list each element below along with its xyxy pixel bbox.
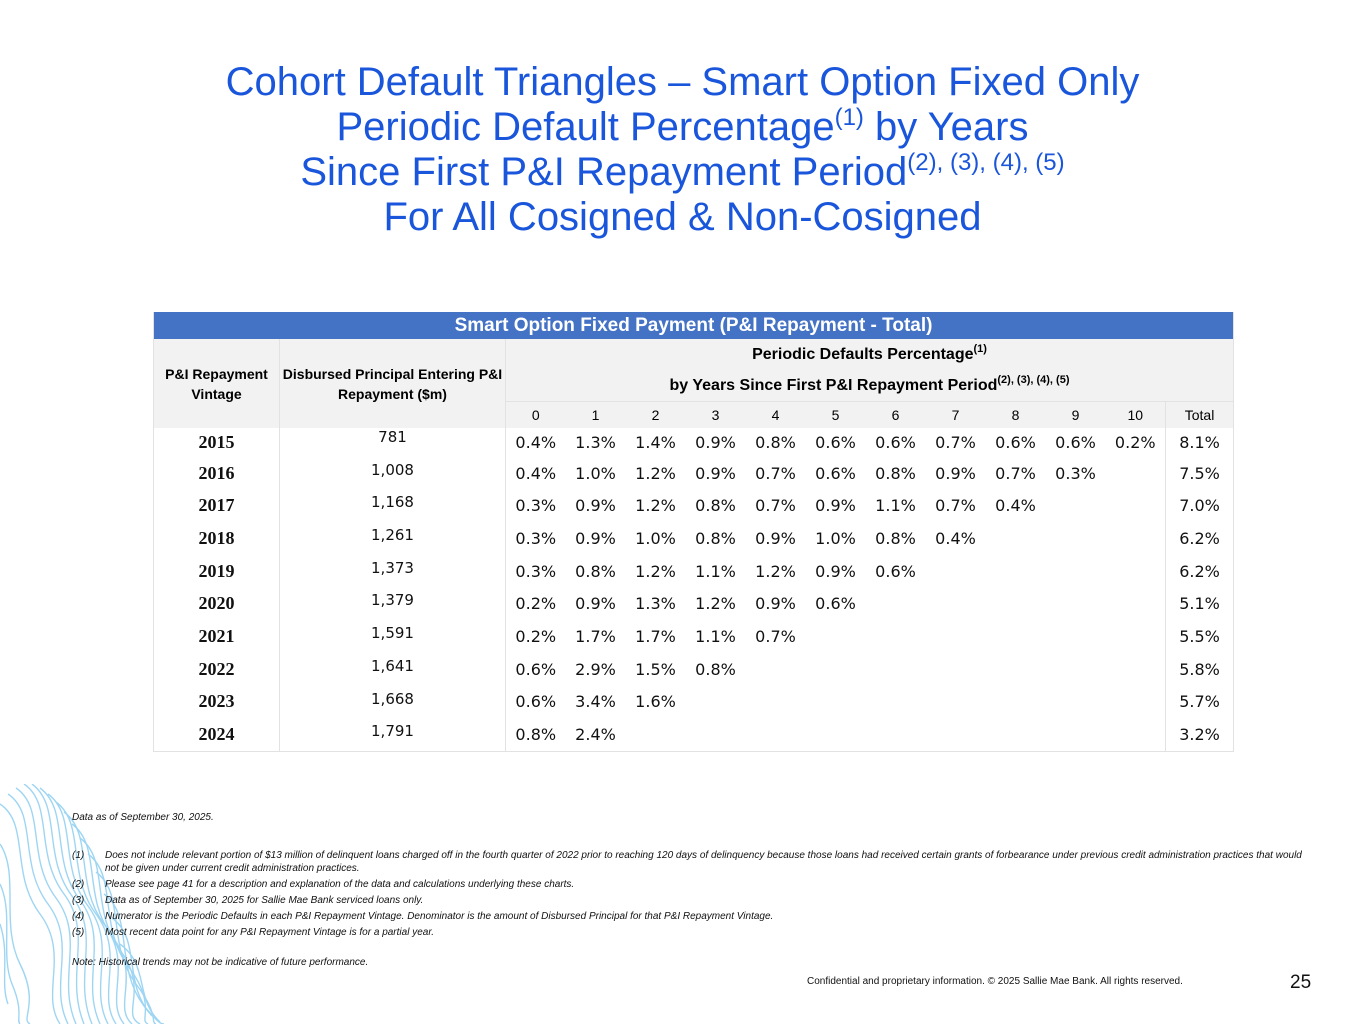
default-percentage-cell (926, 653, 986, 686)
total-cell: 6.2% (1166, 522, 1234, 555)
default-triangle-table (153, 312, 1234, 752)
default-percentage-cell: 0.8% (875, 528, 916, 548)
default-percentage-cell (1046, 653, 1106, 686)
footnotes-section (72, 812, 1312, 968)
disbursed-cell: 1,008 (280, 457, 506, 490)
total-cell: 3.2% (1166, 718, 1234, 751)
year-header: 4 (746, 402, 806, 429)
default-percentage-cell: 3.4% (575, 692, 616, 712)
footnote-number: (1) (72, 850, 85, 861)
title-line-3 (0, 150, 1365, 195)
default-percentage-cell (806, 718, 866, 751)
year-header: 8 (986, 402, 1046, 429)
year-header: 0 (506, 402, 566, 429)
default-percentage-cell (926, 686, 986, 719)
year-header: 2 (626, 402, 686, 429)
title-footnote-refs: (2), (3), (4), (5) (907, 149, 1065, 176)
year-header: 1 (566, 402, 626, 429)
table-row (154, 718, 1234, 751)
disbursed-cell: 1,668 (280, 686, 506, 719)
default-percentage-cell (806, 653, 866, 686)
default-percentage-cell: 0.4% (515, 432, 557, 452)
default-percentage-cell: 1.2% (635, 463, 676, 483)
default-percentage-cell (986, 587, 1046, 620)
vintage-cell: 2021 (154, 620, 280, 653)
footnote-list (72, 849, 1312, 939)
footnote-text: Please see page 41 for a description and explanation of the data and calculations underlying these charts. (105, 879, 575, 890)
title-footnote-ref: (1) (834, 104, 864, 131)
default-percentage-cell: 0.8% (575, 561, 616, 581)
default-percentage-cell: 0.4% (935, 528, 976, 548)
default-triangle-table-container (153, 312, 1233, 752)
total-cell: 5.1% (1166, 587, 1234, 620)
page-number: 25 (1290, 972, 1312, 993)
total-header: Total (1166, 402, 1234, 429)
table-body (154, 428, 1234, 751)
year-header: 6 (866, 402, 926, 429)
default-percentage-cell: 0.6% (515, 692, 557, 712)
total-cell: 5.5% (1166, 620, 1234, 653)
title-line-3-text: Since First P&I Repayment Period (300, 150, 908, 194)
footnote-text: Most recent data point for any P&I Repayment Vintage is for a partial year. (105, 927, 435, 938)
disbursed-cell: 781 (280, 428, 506, 457)
default-percentage-cell: 1.2% (755, 561, 796, 581)
default-percentage-cell: 0.8% (695, 659, 736, 679)
table-row (154, 620, 1234, 653)
default-percentage-cell: 0.9% (815, 496, 856, 516)
default-percentage-cell: 1.1% (695, 561, 736, 581)
default-percentage-cell: 0.7% (755, 626, 796, 646)
default-percentage-cell: 0.8% (755, 432, 796, 452)
period-header-line-1-sup: (1) (973, 342, 987, 355)
table-band-title: Smart Option Fixed Payment (P&I Repayment - Total) (154, 312, 1234, 339)
table-row (154, 428, 1234, 457)
default-percentage-cell: 0.9% (575, 528, 616, 548)
total-cell: 7.0% (1166, 489, 1234, 522)
default-percentage-cell (626, 718, 686, 751)
default-percentage-cell: 0.6% (995, 432, 1036, 452)
default-percentage-cell: 0.6% (515, 659, 557, 679)
default-percentage-cell (1106, 620, 1166, 653)
footnote (72, 894, 1312, 907)
vintage-cell: 2024 (154, 718, 280, 751)
default-percentage-cell: 2.4% (575, 725, 616, 745)
vintage-cell: 2023 (154, 686, 280, 719)
default-percentage-cell (986, 653, 1046, 686)
period-header-line-1 (506, 339, 1234, 370)
default-percentage-cell: 1.1% (695, 626, 736, 646)
footnote-text: Data as of September 30, 2025 for Sallie Mae Bank serviced loans only. (105, 895, 424, 906)
default-percentage-cell: 1.3% (635, 594, 676, 614)
default-percentage-cell (926, 620, 986, 653)
default-percentage-cell (686, 686, 746, 719)
data-as-of-note: Data as of September 30, 2025. (72, 812, 214, 823)
default-percentage-cell (986, 522, 1046, 555)
title-line-1: Cohort Default Triangles – Smart Option Fixed Only (225, 60, 1140, 104)
default-percentage-cell: 0.7% (755, 496, 796, 516)
default-percentage-cell (866, 718, 926, 751)
table-row (154, 686, 1234, 719)
default-percentage-cell (1046, 718, 1106, 751)
total-cell: 8.1% (1166, 428, 1234, 457)
default-percentage-cell: 0.7% (935, 496, 976, 516)
disbursed-cell: 1,641 (280, 653, 506, 686)
table-row (154, 587, 1234, 620)
default-percentage-cell (1046, 489, 1106, 522)
default-percentage-cell: 0.9% (695, 432, 736, 452)
default-percentage-cell: 0.3% (515, 561, 557, 581)
default-percentage-cell (1046, 522, 1106, 555)
default-percentage-cell: 0.9% (575, 594, 616, 614)
default-percentage-cell: 0.4% (515, 463, 557, 483)
default-percentage-cell: 1.0% (575, 463, 616, 483)
default-percentage-cell: 0.9% (575, 496, 616, 516)
footnote-text: Numerator is the Periodic Defaults in each P&I Repayment Vintage. Denominator is the amount of Disbursed Principal for that P&I Repayment Vintage. (105, 911, 774, 922)
period-header-line-2-sup: (2), (3), (4), (5) (997, 373, 1070, 386)
year-header: 9 (1046, 402, 1106, 429)
disbursed-cell: 1,373 (280, 555, 506, 588)
year-header: 5 (806, 402, 866, 429)
default-percentage-cell: 1.3% (575, 432, 616, 452)
default-percentage-cell (806, 620, 866, 653)
default-percentage-cell: 0.9% (935, 463, 976, 483)
default-percentage-cell (866, 686, 926, 719)
default-percentage-cell (926, 587, 986, 620)
disbursed-cell: 1,791 (280, 718, 506, 751)
default-percentage-cell: 1.7% (575, 626, 616, 646)
default-percentage-cell: 1.5% (635, 659, 676, 679)
default-percentage-cell: 0.7% (755, 463, 796, 483)
default-percentage-cell: 0.9% (815, 561, 856, 581)
table-row (154, 457, 1234, 490)
footnote-number: (3) (72, 895, 85, 906)
footnote-number: (5) (72, 927, 85, 938)
table-row (154, 489, 1234, 522)
disbursed-cell: 1,168 (280, 489, 506, 522)
default-percentage-cell: 0.6% (875, 432, 916, 452)
title-line-4: For All Cosigned & Non-Cosigned (383, 195, 982, 239)
default-percentage-cell: 2.9% (575, 659, 616, 679)
default-percentage-cell (1106, 718, 1166, 751)
footnote (72, 910, 1312, 923)
table-row (154, 522, 1234, 555)
total-cell: 6.2% (1166, 555, 1234, 588)
default-percentage-cell (866, 620, 926, 653)
default-percentage-cell: 0.8% (695, 528, 736, 548)
default-percentage-cell (1106, 522, 1166, 555)
default-percentage-cell: 0.2% (515, 594, 557, 614)
year-header: 7 (926, 402, 986, 429)
default-percentage-cell: 1.6% (635, 692, 676, 712)
default-percentage-cell (1106, 555, 1166, 588)
default-percentage-cell (1046, 555, 1106, 588)
default-percentage-cell (866, 653, 926, 686)
default-percentage-cell: 0.3% (1055, 463, 1096, 483)
default-percentage-cell: 1.4% (635, 432, 676, 452)
footnote-text: Does not include relevant portion of $13 million of delinquent loans charged off in the fourth quarter of 2022 prior to reaching 120 days of delinquency because those loans had received certain grants of forbearance under previous credit administration practices that would not be given under current credit administration practices. (105, 850, 1302, 874)
title-line-2 (0, 105, 1365, 150)
footnote-number: (4) (72, 911, 85, 922)
year-header: 10 (1106, 402, 1166, 429)
default-percentage-cell: 0.9% (755, 594, 796, 614)
period-header-line-2 (506, 370, 1234, 402)
vintage-cell: 2020 (154, 587, 280, 620)
period-header-line-1-text: Periodic Defaults Percentage (752, 345, 974, 363)
default-percentage-cell (806, 686, 866, 719)
disbursed-cell: 1,379 (280, 587, 506, 620)
confidential-footer: Confidential and proprietary information. © 2025 Sallie Mae Bank. All rights reserved. (807, 976, 1183, 987)
disbursed-cell: 1,591 (280, 620, 506, 653)
default-percentage-cell (746, 718, 806, 751)
footnote-number: (2) (72, 879, 85, 890)
default-percentage-cell (986, 555, 1046, 588)
title-line-2-text: Periodic Default Percentage (336, 105, 835, 149)
default-percentage-cell (986, 718, 1046, 751)
default-percentage-cell (1106, 587, 1166, 620)
vintage-cell: 2015 (154, 428, 280, 457)
default-percentage-cell: 0.7% (995, 463, 1036, 483)
default-percentage-cell: 0.7% (935, 432, 976, 452)
default-percentage-cell: 0.8% (695, 496, 736, 516)
default-percentage-cell (746, 686, 806, 719)
vintage-cell: 2017 (154, 489, 280, 522)
default-percentage-cell: 0.9% (755, 528, 796, 548)
default-percentage-cell (866, 587, 926, 620)
title-line-2-tail: by Years (863, 105, 1029, 149)
default-percentage-cell (1046, 620, 1106, 653)
footnote (72, 926, 1312, 939)
disbursed-column-header: Disbursed Principal Entering P&I Repayment ($m) (280, 339, 506, 428)
default-percentage-cell: 0.6% (875, 561, 916, 581)
default-percentage-cell: 0.4% (995, 496, 1036, 516)
year-header: 3 (686, 402, 746, 429)
default-percentage-cell: 0.6% (815, 594, 856, 614)
default-percentage-cell (1106, 489, 1166, 522)
default-percentage-cell: 0.3% (515, 528, 557, 548)
default-percentage-cell: 0.6% (815, 432, 856, 452)
default-percentage-cell: 1.0% (815, 528, 856, 548)
vintage-column-header: P&I Repayment Vintage (154, 339, 280, 428)
default-percentage-cell (686, 718, 746, 751)
slide-title (0, 60, 1365, 240)
default-percentage-cell: 1.2% (635, 496, 676, 516)
default-percentage-cell (926, 555, 986, 588)
default-percentage-cell (986, 686, 1046, 719)
default-percentage-cell: 0.2% (1114, 432, 1156, 452)
default-percentage-cell: 0.8% (875, 463, 916, 483)
footnote (72, 878, 1312, 891)
default-percentage-cell (1046, 587, 1106, 620)
default-percentage-cell (926, 718, 986, 751)
default-percentage-cell (746, 653, 806, 686)
total-cell: 5.7% (1166, 686, 1234, 719)
default-percentage-cell: 0.3% (515, 496, 557, 516)
vintage-cell: 2018 (154, 522, 280, 555)
default-percentage-cell: 1.2% (635, 561, 676, 581)
default-percentage-cell: 0.6% (1055, 432, 1096, 452)
table-row (154, 555, 1234, 588)
total-cell: 7.5% (1166, 457, 1234, 490)
default-percentage-cell (1106, 653, 1166, 686)
default-percentage-cell: 1.1% (875, 496, 916, 516)
default-percentage-cell: 1.2% (695, 594, 736, 614)
vintage-cell: 2016 (154, 457, 280, 490)
vintage-cell: 2022 (154, 653, 280, 686)
default-percentage-cell (1046, 686, 1106, 719)
default-percentage-cell: 0.9% (695, 463, 736, 483)
default-percentage-cell: 0.2% (515, 626, 557, 646)
default-percentage-cell (986, 620, 1046, 653)
total-cell: 5.8% (1166, 653, 1234, 686)
historical-trends-note: Note: Historical trends may not be indicative of future performance. (72, 957, 369, 968)
period-header-line-2-text: by Years Since First P&I Repayment Period (669, 376, 998, 394)
default-percentage-cell: 1.0% (635, 528, 676, 548)
table-row (154, 653, 1234, 686)
default-percentage-cell: 0.6% (815, 463, 856, 483)
default-percentage-cell (1106, 686, 1166, 719)
footnote (72, 849, 1312, 875)
default-percentage-cell: 0.8% (515, 725, 557, 745)
default-percentage-cell (1106, 457, 1166, 490)
vintage-cell: 2019 (154, 555, 280, 588)
default-percentage-cell: 1.7% (635, 626, 676, 646)
disbursed-cell: 1,261 (280, 522, 506, 555)
